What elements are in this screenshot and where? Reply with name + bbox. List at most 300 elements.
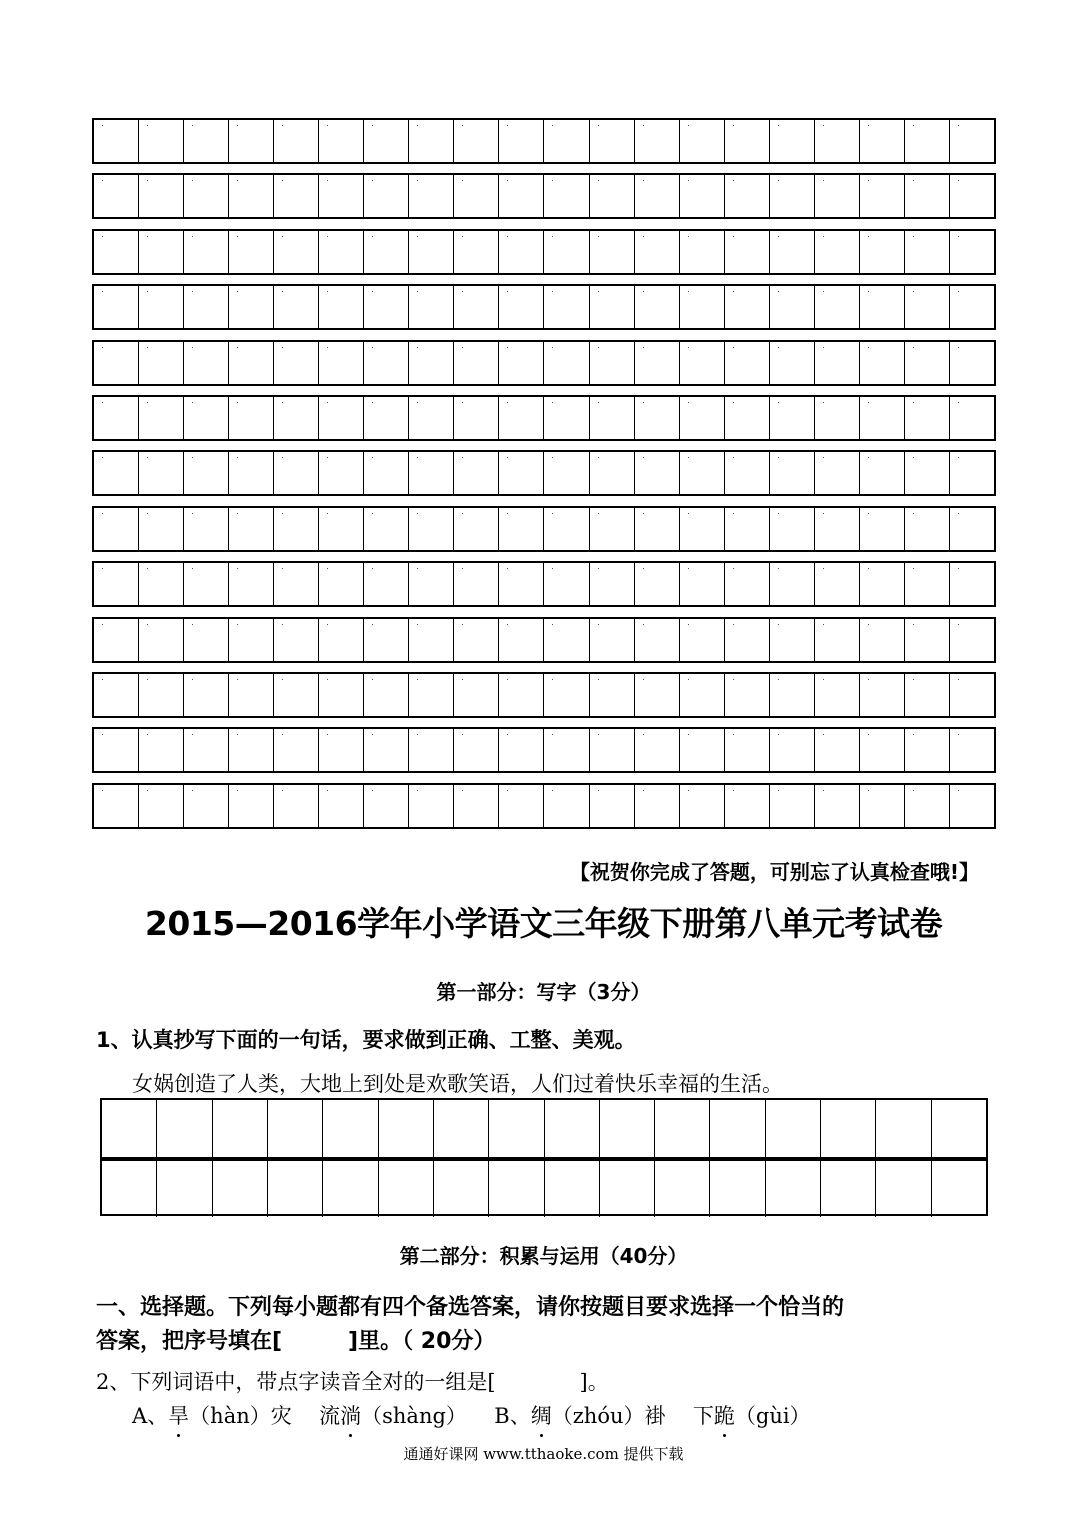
writing-cell[interactable] [589, 563, 634, 605]
writing-cell[interactable] [949, 619, 994, 661]
writing-cell[interactable] [543, 231, 588, 273]
writing-cell[interactable] [679, 563, 724, 605]
copy-cell[interactable] [654, 1161, 709, 1218]
copy-cell[interactable] [931, 1161, 986, 1218]
writing-cell[interactable] [138, 508, 183, 550]
writing-cell[interactable] [859, 397, 904, 439]
writing-cell[interactable] [318, 452, 363, 494]
writing-cell[interactable] [679, 342, 724, 384]
writing-cell[interactable] [138, 175, 183, 217]
copy-cell[interactable] [322, 1161, 377, 1218]
writing-cell[interactable] [949, 674, 994, 716]
writing-cell[interactable] [724, 120, 769, 162]
writing-cell[interactable] [543, 397, 588, 439]
writing-cell[interactable] [453, 342, 498, 384]
writing-cell[interactable] [814, 286, 859, 328]
writing-cell[interactable] [859, 619, 904, 661]
writing-cell[interactable] [679, 508, 724, 550]
writing-cell[interactable] [183, 231, 228, 273]
writing-cell[interactable] [318, 785, 363, 827]
writing-cell[interactable] [724, 785, 769, 827]
writing-cell[interactable] [363, 452, 408, 494]
writing-cell[interactable] [904, 452, 949, 494]
writing-cell[interactable] [543, 452, 588, 494]
writing-cell[interactable] [814, 120, 859, 162]
writing-cell[interactable] [949, 508, 994, 550]
writing-cell[interactable] [94, 508, 138, 550]
writing-cell[interactable] [453, 508, 498, 550]
writing-cell[interactable] [634, 674, 679, 716]
writing-cell[interactable] [363, 619, 408, 661]
writing-cell[interactable] [318, 175, 363, 217]
writing-cell[interactable] [769, 175, 814, 217]
writing-cell[interactable] [859, 231, 904, 273]
writing-cell[interactable] [814, 231, 859, 273]
copy-cell[interactable] [654, 1100, 709, 1157]
writing-cell[interactable] [363, 175, 408, 217]
writing-cell[interactable] [769, 563, 814, 605]
writing-cell[interactable] [543, 175, 588, 217]
writing-cell[interactable] [724, 397, 769, 439]
writing-cell[interactable] [949, 452, 994, 494]
writing-cell[interactable] [904, 508, 949, 550]
writing-cell[interactable] [543, 342, 588, 384]
copy-cell[interactable] [433, 1161, 488, 1218]
writing-cell[interactable] [904, 563, 949, 605]
writing-cell[interactable] [318, 231, 363, 273]
writing-cell[interactable] [589, 729, 634, 771]
composition-grid-row [92, 450, 996, 496]
writing-cell[interactable] [769, 286, 814, 328]
writing-cell[interactable] [498, 563, 543, 605]
copy-cell[interactable] [820, 1100, 875, 1157]
writing-cell[interactable] [589, 397, 634, 439]
writing-cell[interactable] [679, 120, 724, 162]
writing-cell[interactable] [453, 120, 498, 162]
writing-cell[interactable] [724, 619, 769, 661]
writing-cell[interactable] [94, 342, 138, 384]
writing-cell[interactable] [228, 397, 273, 439]
writing-cell[interactable] [724, 508, 769, 550]
composition-grid-row [92, 173, 996, 219]
writing-cell[interactable] [228, 619, 273, 661]
writing-cell[interactable] [273, 231, 318, 273]
writing-cell[interactable] [453, 785, 498, 827]
writing-cell[interactable] [408, 785, 453, 827]
writing-cell[interactable] [228, 785, 273, 827]
copy-cell[interactable] [709, 1161, 764, 1218]
writing-cell[interactable] [498, 286, 543, 328]
writing-cell[interactable] [814, 729, 859, 771]
writing-cell[interactable] [769, 619, 814, 661]
writing-cell[interactable] [634, 175, 679, 217]
writing-cell[interactable] [724, 674, 769, 716]
writing-cell[interactable] [769, 397, 814, 439]
writing-cell[interactable] [228, 452, 273, 494]
copy-cell[interactable] [488, 1161, 543, 1218]
writing-cell[interactable] [904, 231, 949, 273]
writing-cell[interactable] [904, 286, 949, 328]
writing-cell[interactable] [318, 674, 363, 716]
writing-cell[interactable] [679, 785, 724, 827]
writing-cell[interactable] [814, 452, 859, 494]
writing-cell[interactable] [94, 452, 138, 494]
writing-cell[interactable] [138, 452, 183, 494]
copy-cell[interactable] [212, 1100, 267, 1157]
writing-cell[interactable] [634, 286, 679, 328]
writing-cell[interactable] [453, 729, 498, 771]
writing-cell[interactable] [949, 342, 994, 384]
writing-cell[interactable] [453, 452, 498, 494]
writing-cell[interactable] [589, 120, 634, 162]
writing-cell[interactable] [228, 342, 273, 384]
writing-cell[interactable] [679, 286, 724, 328]
writing-cell[interactable] [498, 508, 543, 550]
writing-cell[interactable] [859, 563, 904, 605]
writing-cell[interactable] [543, 508, 588, 550]
writing-cell[interactable] [138, 397, 183, 439]
writing-cell[interactable] [769, 785, 814, 827]
writing-cell[interactable] [724, 175, 769, 217]
copy-cell[interactable] [378, 1100, 433, 1157]
writing-cell[interactable] [814, 785, 859, 827]
writing-cell[interactable] [679, 619, 724, 661]
writing-cell[interactable] [453, 397, 498, 439]
writing-cell[interactable] [634, 729, 679, 771]
writing-cell[interactable] [543, 785, 588, 827]
writing-cell[interactable] [543, 563, 588, 605]
writing-cell[interactable] [228, 674, 273, 716]
writing-cell[interactable] [228, 286, 273, 328]
writing-cell[interactable] [724, 452, 769, 494]
writing-cell[interactable] [498, 619, 543, 661]
writing-cell[interactable] [408, 674, 453, 716]
writing-cell[interactable] [94, 175, 138, 217]
writing-cell[interactable] [814, 619, 859, 661]
writing-cell[interactable] [318, 286, 363, 328]
writing-cell[interactable] [94, 286, 138, 328]
writing-cell[interactable] [363, 729, 408, 771]
writing-cell[interactable] [94, 674, 138, 716]
writing-cell[interactable] [498, 397, 543, 439]
copy-cell[interactable] [599, 1100, 654, 1157]
writing-cell[interactable] [318, 120, 363, 162]
writing-cell[interactable] [859, 452, 904, 494]
writing-cell[interactable] [183, 674, 228, 716]
writing-cell[interactable] [724, 286, 769, 328]
writing-cell[interactable] [634, 397, 679, 439]
writing-cell[interactable] [408, 286, 453, 328]
writing-cell[interactable] [498, 729, 543, 771]
writing-cell[interactable] [949, 120, 994, 162]
writing-cell[interactable] [904, 120, 949, 162]
writing-cell[interactable] [453, 674, 498, 716]
writing-cell[interactable] [814, 342, 859, 384]
writing-cell[interactable] [679, 175, 724, 217]
writing-cell[interactable] [904, 397, 949, 439]
writing-cell[interactable] [183, 619, 228, 661]
writing-cell[interactable] [363, 120, 408, 162]
copy-cell[interactable] [322, 1100, 377, 1157]
copy-cell[interactable] [931, 1100, 986, 1157]
copy-cell[interactable] [599, 1161, 654, 1218]
writing-cell[interactable] [769, 508, 814, 550]
writing-cell[interactable] [408, 619, 453, 661]
writing-cell[interactable] [498, 342, 543, 384]
writing-cell[interactable] [138, 286, 183, 328]
copy-cell[interactable] [102, 1100, 156, 1157]
writing-cell[interactable] [228, 508, 273, 550]
writing-cell[interactable] [589, 785, 634, 827]
writing-cell[interactable] [589, 619, 634, 661]
writing-cell[interactable] [769, 231, 814, 273]
writing-cell[interactable] [904, 619, 949, 661]
writing-cell[interactable] [94, 619, 138, 661]
writing-cell[interactable] [724, 342, 769, 384]
writing-cell[interactable] [183, 397, 228, 439]
writing-cell[interactable] [543, 120, 588, 162]
writing-cell[interactable] [363, 785, 408, 827]
writing-cell[interactable] [318, 342, 363, 384]
writing-cell[interactable] [138, 619, 183, 661]
writing-cell[interactable] [273, 342, 318, 384]
writing-cell[interactable] [318, 619, 363, 661]
writing-cell[interactable] [589, 231, 634, 273]
writing-cell[interactable] [94, 231, 138, 273]
copy-cell[interactable] [433, 1100, 488, 1157]
writing-cell[interactable] [408, 563, 453, 605]
writing-cell[interactable] [949, 231, 994, 273]
writing-cell[interactable] [634, 231, 679, 273]
writing-cell[interactable] [634, 342, 679, 384]
writing-cell[interactable] [859, 729, 904, 771]
writing-cell[interactable] [769, 674, 814, 716]
writing-cell[interactable] [228, 563, 273, 605]
writing-cell[interactable] [94, 729, 138, 771]
writing-cell[interactable] [273, 674, 318, 716]
writing-cell[interactable] [904, 342, 949, 384]
writing-cell[interactable] [498, 175, 543, 217]
writing-cell[interactable] [634, 619, 679, 661]
writing-cell[interactable] [949, 397, 994, 439]
writing-cell[interactable] [859, 674, 904, 716]
writing-cell[interactable] [814, 397, 859, 439]
copy-cell[interactable] [820, 1161, 875, 1218]
writing-cell[interactable] [724, 231, 769, 273]
writing-cell[interactable] [769, 452, 814, 494]
writing-cell[interactable] [453, 619, 498, 661]
writing-cell[interactable] [94, 120, 138, 162]
writing-cell[interactable] [724, 563, 769, 605]
composition-grid-row [92, 506, 996, 552]
writing-cell[interactable] [138, 729, 183, 771]
writing-cell[interactable] [859, 342, 904, 384]
writing-cell[interactable] [138, 674, 183, 716]
writing-cell[interactable] [273, 452, 318, 494]
writing-cell[interactable] [634, 120, 679, 162]
writing-cell[interactable] [724, 729, 769, 771]
writing-cell[interactable] [273, 508, 318, 550]
writing-cell[interactable] [138, 785, 183, 827]
writing-cell[interactable] [634, 508, 679, 550]
copy-cell[interactable] [875, 1161, 930, 1218]
writing-cell[interactable] [498, 120, 543, 162]
writing-cell[interactable] [814, 508, 859, 550]
writing-cell[interactable] [408, 397, 453, 439]
copy-cell[interactable] [156, 1100, 211, 1157]
writing-cell[interactable] [318, 729, 363, 771]
writing-cell[interactable] [273, 785, 318, 827]
writing-cell[interactable] [228, 729, 273, 771]
writing-cell[interactable] [138, 120, 183, 162]
writing-cell[interactable] [543, 674, 588, 716]
writing-cell[interactable] [318, 563, 363, 605]
writing-cell[interactable] [543, 286, 588, 328]
writing-cell[interactable] [679, 729, 724, 771]
writing-cell[interactable] [859, 785, 904, 827]
writing-cell[interactable] [138, 563, 183, 605]
dotted-char: 淌 [340, 1400, 361, 1430]
writing-cell[interactable] [228, 175, 273, 217]
writing-cell[interactable] [228, 120, 273, 162]
writing-cell[interactable] [183, 785, 228, 827]
writing-cell[interactable] [228, 231, 273, 273]
writing-cell[interactable] [183, 175, 228, 217]
copy-cell[interactable] [488, 1100, 543, 1157]
writing-cell[interactable] [589, 342, 634, 384]
composition-grid-row [92, 617, 996, 663]
writing-cell[interactable] [183, 452, 228, 494]
writing-cell[interactable] [859, 175, 904, 217]
writing-cell[interactable] [949, 729, 994, 771]
writing-cell[interactable] [949, 563, 994, 605]
copy-cell[interactable] [156, 1161, 211, 1218]
writing-cell[interactable] [408, 231, 453, 273]
writing-cell[interactable] [318, 508, 363, 550]
copy-cell[interactable] [212, 1161, 267, 1218]
writing-cell[interactable] [543, 729, 588, 771]
writing-cell[interactable] [904, 785, 949, 827]
writing-cell[interactable] [498, 785, 543, 827]
writing-cell[interactable] [679, 452, 724, 494]
writing-cell[interactable] [273, 563, 318, 605]
writing-cell[interactable] [589, 286, 634, 328]
copy-cell[interactable] [102, 1161, 156, 1218]
copy-cell[interactable] [765, 1161, 820, 1218]
writing-cell[interactable] [859, 120, 904, 162]
writing-cell[interactable] [679, 231, 724, 273]
writing-cell[interactable] [498, 452, 543, 494]
writing-cell[interactable] [589, 674, 634, 716]
copy-cell[interactable] [544, 1100, 599, 1157]
writing-cell[interactable] [183, 563, 228, 605]
writing-cell[interactable] [183, 508, 228, 550]
writing-cell[interactable] [363, 563, 408, 605]
writing-cell[interactable] [453, 231, 498, 273]
writing-cell[interactable] [94, 397, 138, 439]
copy-cell[interactable] [875, 1100, 930, 1157]
composition-grid-row [92, 672, 996, 718]
writing-cell[interactable] [859, 286, 904, 328]
writing-cell[interactable] [949, 785, 994, 827]
writing-cell[interactable] [769, 120, 814, 162]
writing-cell[interactable] [408, 120, 453, 162]
writing-cell[interactable] [814, 563, 859, 605]
writing-cell[interactable] [363, 508, 408, 550]
writing-cell[interactable] [679, 397, 724, 439]
writing-cell[interactable] [543, 619, 588, 661]
writing-cell[interactable] [363, 397, 408, 439]
writing-cell[interactable] [408, 508, 453, 550]
writing-cell[interactable] [273, 286, 318, 328]
writing-cell[interactable] [769, 729, 814, 771]
copy-cell[interactable] [709, 1100, 764, 1157]
writing-cell[interactable] [138, 231, 183, 273]
writing-cell[interactable] [814, 674, 859, 716]
writing-cell[interactable] [453, 286, 498, 328]
writing-cell[interactable] [589, 508, 634, 550]
writing-cell[interactable] [949, 175, 994, 217]
writing-cell[interactable] [634, 563, 679, 605]
writing-cell[interactable] [363, 674, 408, 716]
writing-cell[interactable] [453, 563, 498, 605]
writing-cell[interactable] [453, 175, 498, 217]
writing-cell[interactable] [814, 175, 859, 217]
copy-cell[interactable] [267, 1161, 322, 1218]
copy-cell[interactable] [544, 1161, 599, 1218]
writing-cell[interactable] [408, 729, 453, 771]
writing-cell[interactable] [769, 342, 814, 384]
writing-cell[interactable] [498, 674, 543, 716]
writing-cell[interactable] [634, 785, 679, 827]
writing-cell[interactable] [408, 452, 453, 494]
writing-cell[interactable] [363, 342, 408, 384]
writing-cell[interactable] [904, 729, 949, 771]
copy-cell[interactable] [765, 1100, 820, 1157]
writing-cell[interactable] [589, 452, 634, 494]
composition-grid-row [92, 118, 996, 164]
writing-cell[interactable] [318, 397, 363, 439]
writing-cell[interactable] [273, 729, 318, 771]
writing-cell[interactable] [904, 674, 949, 716]
writing-cell[interactable] [273, 175, 318, 217]
writing-cell[interactable] [183, 729, 228, 771]
copy-cell[interactable] [267, 1100, 322, 1157]
writing-cell[interactable] [273, 619, 318, 661]
writing-cell[interactable] [183, 120, 228, 162]
writing-cell[interactable] [589, 175, 634, 217]
writing-cell[interactable] [679, 674, 724, 716]
writing-cell[interactable] [363, 286, 408, 328]
pinyin: （zhóu）褂 [551, 1404, 666, 1428]
writing-cell[interactable] [408, 175, 453, 217]
writing-cell[interactable] [949, 286, 994, 328]
writing-cell[interactable] [363, 231, 408, 273]
writing-cell[interactable] [273, 120, 318, 162]
writing-cell[interactable] [183, 286, 228, 328]
writing-cell[interactable] [94, 785, 138, 827]
copy-cell[interactable] [378, 1161, 433, 1218]
writing-cell[interactable] [634, 452, 679, 494]
writing-cell[interactable] [138, 342, 183, 384]
writing-cell[interactable] [94, 563, 138, 605]
writing-cell[interactable] [904, 175, 949, 217]
writing-cell[interactable] [273, 397, 318, 439]
writing-cell[interactable] [859, 508, 904, 550]
writing-cell[interactable] [498, 231, 543, 273]
writing-cell[interactable] [408, 342, 453, 384]
writing-cell[interactable] [183, 342, 228, 384]
